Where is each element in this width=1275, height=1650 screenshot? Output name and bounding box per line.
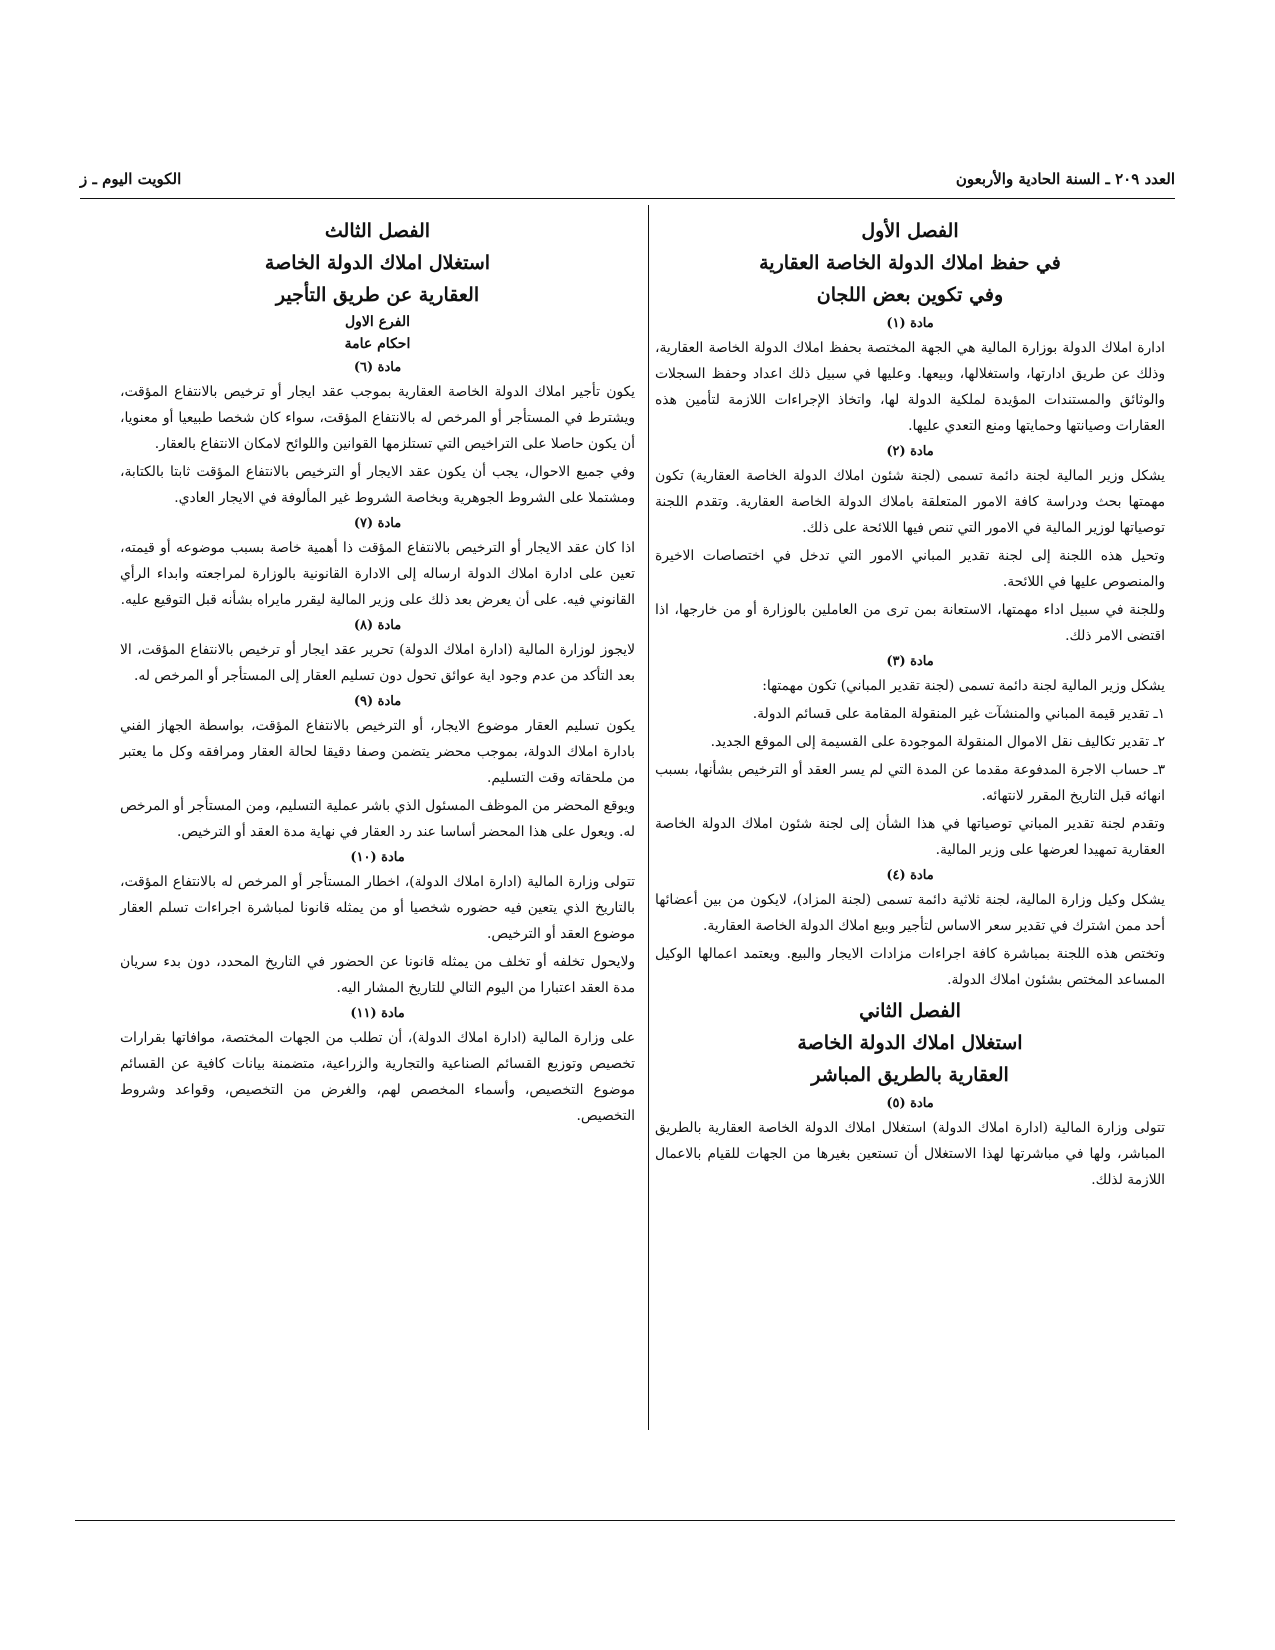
chapter-subtitle: استغلال املاك الدولة الخاصة [797,1032,1023,1054]
article-paragraph: لايجوز لوزارة المالية (ادارة املاك الدولة) تحرير عقد ايجار أو ترخيص بالانتفاع المؤقت، الا بعد التأكد من عدم وجود اية عوائق تحول دون تسليم العقار إلى المستأجر أو المرخص له. [120,642,635,684]
left-column [120,215,635,1131]
footer-rule [75,1520,1175,1521]
publication-name: الكويت اليوم ـ ز [80,170,182,188]
chapter-title: الفصل الثاني [859,1000,961,1022]
article-title: مادة (٤) [886,868,934,883]
article-paragraph: وللجنة في سبيل اداء مهمتها، الاستعانة بمن ترى من العاملين بالوزارة أو من خارجها، اذا اقتضى الامر ذلك. [655,602,1165,644]
article-paragraph: تتولى وزارة المالية (ادارة املاك الدولة) استغلال املاك الدولة الخاصة العقارية بالطريق المباشر، ولها في مباشرتها لهذا الاستغلال أن تستعين بغيرها من الجهات للقيام بالاعمال اللازمة لذلك. [655,1120,1165,1188]
article-paragraph: ادارة املاك الدولة بوزارة المالية هي الجهة المختصة بحفظ املاك الدولة الخاصة العقارية، وذلك عن طريق ادارتها، واستغلالها، وبيعها. وعليها في سبيل ذلك اعداد وحفظ السجلات والوثائق والمستندات المؤيدة لملكية الدولة لها، واتخاذ الإجراءات اللازمة لتأمين هذه العقارات وصيانتها وحمايتها ومنع التعدي عليها. [655,340,1165,434]
article-paragraph: وتحيل هذه اللجنة إلى لجنة تقدير المباني الامور التي تدخل في اختصاصات الاخيرة والمنصوص عليها في اللائحة. [655,548,1165,590]
chapter-title: الفصل الأول [861,220,959,242]
article-paragraph: على وزارة المالية (ادارة املاك الدولة)، أن تطلب من الجهات المختصة، موافاتها بقرارات تخصيص وتوزيع القسائم الصناعية والتجارية والزراعية، متضمنة بيانات كافية عن القسائم موضوع التخصيص، وأسماء المخصص لهم، والغرض من التخصيص، وقواعد وشروط التخصيص. [120,1030,635,1124]
page-header [80,170,1175,196]
article-list-item: ٢ـ تقدير تكاليف نقل الاموال المنقولة الموجودة على القسيمة إلى الموقع الجديد. [710,734,1165,750]
article-paragraph: تتولى وزارة المالية (ادارة املاك الدولة)، اخطار المستأجر أو المرخص له بالانتفاع المؤقت، بالتاريخ الذي يتعين فيه حضوره شخصيا أو من يمثله قانونا لمباشرة اجراءات تسلم العقار موضوع العقد أو الترخيص. [120,874,635,942]
right-column [655,215,1165,1195]
article-title: مادة (٩) [353,694,402,709]
article-title: مادة (١١) [350,1006,405,1021]
chapter-subtitle: العقارية عن طريق التأجير [275,284,480,306]
column-divider [648,205,649,1430]
article-title: مادة (٨) [353,618,402,633]
article-paragraph: وتقدم لجنة تقدير المباني توصياتها في هذا الشأن إلى لجنة شئون املاك الدولة الخاصة العقارية تمهيدا لعرضها على وزير المالية. [655,816,1165,858]
chapter-subtitle: وفي تكوين بعض اللجان [816,284,1004,306]
article-title: مادة (٣) [886,654,934,669]
article-paragraph: يشكل وكيل وزارة المالية، لجنة ثلاثية دائمة تسمى (لجنة المزاد)، لايكون من بين أعضائها أحد ممن اشترك في تقدير سعر الاساس لتأجير وبيع املاك الدولة الخاصة العقارية. [655,892,1165,934]
article-title: مادة (٦) [353,360,402,375]
article-paragraph: ويوقع المحضر من الموظف المسئول الذي باشر عملية التسليم، ومن المستأجر أو المرخص له. ويعول على هذا المحضر أساسا عند رد العقار في نهاية مدة العقد أو الترخيص. [120,798,635,840]
issue-info: العدد ٢٠٩ ـ السنة الحادية والأربعون [955,170,1175,188]
article-paragraph: يشكل وزير المالية لجنة دائمة تسمى (لجنة شئون املاك الدولة الخاصة العقارية) تكون مهمتها بحث ودراسة كافة الامور المتعلقة باملاك الدولة الخاصة العقارية. وتقدم اللجنة توصياتها لوزير المالية في الامور التي تنص فيها اللائحة على ذلك. [655,468,1165,536]
article-title: مادة (١٠) [350,850,405,865]
article-paragraph: وتختص هذه اللجنة بمباشرة كافة اجراءات مزادات الايجار والبيع. ويعتمد اعمالها الوكيل المساعد المختص بشئون املاك الدولة. [655,946,1165,988]
article-title: مادة (٢) [886,444,934,459]
article-list-item: ١ـ تقدير قيمة المباني والمنشآت غير المنقولة المقامة على قسائم الدولة. [752,706,1165,722]
article-paragraph: وفي جميع الاحوال، يجب أن يكون عقد الايجار أو الترخيص بالانتفاع المؤقت ثابتا بالكتابة، ومشتملا على الشروط الجوهرية وبخاصة الشروط غير المألوفة في الايجار العادي. [120,464,635,506]
section-title: احكام عامة [344,336,411,352]
article-paragraph: يكون تسليم العقار موضوع الايجار، أو الترخيص بالانتفاع المؤقت، بواسطة الجهاز الفني بادارة املاك الدولة، بموجب محضر يتضمن وصفا دقيقا لحالة العقار ومرافقه وكل ما يعتبر من ملحقاته وقت التسليم. [120,718,635,786]
article-paragraph: يشكل وزير المالية لجنة دائمة تسمى (لجنة تقدير المباني) تكون مهمتها: [762,678,1165,694]
chapter-subtitle: استغلال املاك الدولة الخاصة [264,252,491,274]
chapter-subtitle: في حفظ املاك الدولة الخاصة العقارية [759,252,1061,274]
article-paragraph: يكون تأجير املاك الدولة الخاصة العقارية بموجب عقد ايجار أو ترخيص بالانتفاع المؤقت، ويشترط في المستأجر أو المرخص له بالانتفاع المؤقت، سواء كان شخصا طبيعيا أو معنويا، أن يكون حاصلا على التراخيص التي تستلزمها القوانين واللوائح لامكان الانتفاع بالعقار. [120,384,635,452]
article-title: مادة (٧) [353,516,402,531]
article-title: مادة (٥) [886,1096,934,1111]
branch-title: الفرع الاول [345,314,410,330]
article-title: مادة (١) [886,316,934,331]
header-rule [80,198,1175,199]
article-paragraph: اذا كان عقد الايجار أو الترخيص بالانتفاع المؤقت ذا أهمية خاصة بسبب موضوعه أو قيمته، تعين على ادارة املاك الدولة ارساله إلى الادارة القانونية بالوزارة لمراجعته وابداء الرأي القانوني فيه. على أن يعرض بعد ذلك على وزير المالية ليقرر مايراه بشأنه قبل التوقيع عليه. [120,540,635,608]
article-paragraph: ولايحول تخلفه أو تخلف من يمثله قانونا عن الحضور في التاريخ المحدد، دون بدء سريان مدة العقد اعتبارا من اليوم التالي للتاريخ المشار اليه. [120,954,635,996]
chapter-subtitle: العقارية بالطريق المباشر [811,1064,1009,1086]
article-list-item: ٣ـ حساب الاجرة المدفوعة مقدما عن المدة التي لم يسر العقد أو الترخيص بشأنها، بسبب انهائه قبل التاريخ المقرر لانتهائه. [655,762,1165,804]
chapter-title: الفصل الثالث [324,220,431,242]
